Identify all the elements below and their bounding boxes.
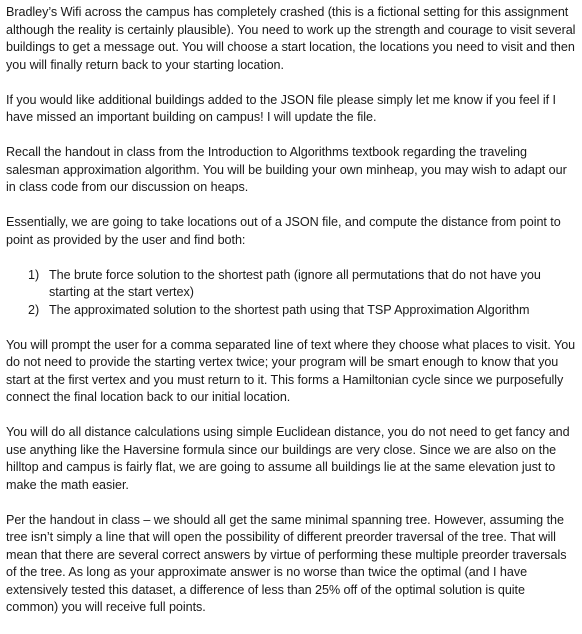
paragraph-essentially: Essentially, we are going to take locations out of a JSON file, and compute the distance from point to point as provided by the user and find both:: [6, 215, 561, 247]
numbered-list: [6, 267, 576, 320]
paragraph-handout: Recall the handout in class from the Introduction to Algorithms textbook regarding the traveling salesman approximation algorithm. You will be building your own minheap, you may wish to adapt our in class code from our discussion on heaps.: [6, 145, 567, 194]
paragraph-prompt-user: You will prompt the user for a comma separated line of text where they choose what places to visit. You do not need to provide the starting vertex twice; your program will be smart enough to know that you start at the first vertex and you must return to it. This forms a Hamiltonian cycle since we purposefully connect the final location back to our initial location.: [6, 337, 576, 404]
list-item: [6, 267, 576, 302]
list-item-text: The approximated solution to the shortest path using that TSP Approximation Algorithm: [49, 302, 530, 317]
paragraph-euclidean: You will do all distance calculations using simple Euclidean distance, you do not need to get fancy and use anything like the Haversine formula since our buildings are very close. Since we are also on the hilltop and campus is fairly flat, we are going to assume all buildings lie at the same elevation just to make the math easier.: [6, 425, 570, 492]
paragraph-intro: Bradley’s Wifi across the campus has completely crashed (this is a fictional setting for this assignment although the reality is certainly plausible). You need to work up the strength and courage to visit several buildings to get a message out. You will choose a start location, the locations you need to visit and then you will finally return back to your starting location.: [6, 5, 576, 72]
list-item-text: The brute force solution to the shortest path (ignore all permutations that do not have you starting at the start vertex): [49, 267, 541, 299]
list-item-number: 2): [28, 302, 40, 317]
paragraph-json-buildings: If you would like additional buildings added to the JSON file please simply let me know if you feel if I have missed an important building on campus! I will update the file.: [6, 92, 556, 124]
paragraph-spanning-tree: Per the handout in class – we should all get the same minimal spanning tree. However, assuming the tree isn’t simply a line that will open the possibility of different preorder traversal of the tree. That will mean that there are several correct answers by virtue of performing these multiple preorder traversals of the tree. As long as your approximate answer is no worse than twice the optimal (and I have extensively tested this dataset, a difference of less than 25% off of the optimal solution is quite common) you will receive full points.: [6, 512, 567, 614]
list-item-number: 1): [28, 267, 40, 282]
document-body: [6, 4, 576, 634]
list-item: [6, 302, 576, 320]
